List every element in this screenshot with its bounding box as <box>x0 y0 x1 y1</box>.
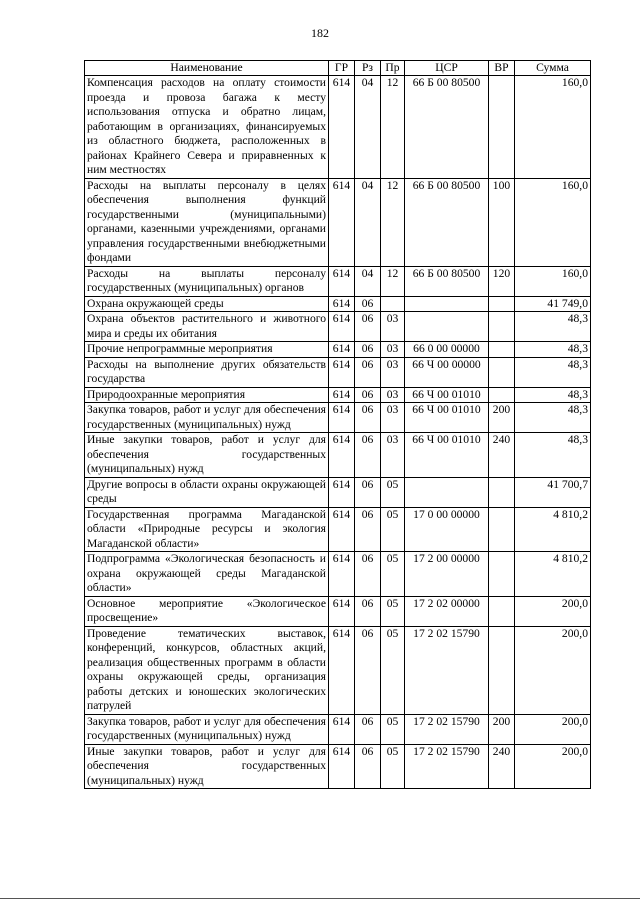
cell-name: Основное мероприятие «Экологическое просвещение» <box>85 596 329 626</box>
cell-name: Иные закупки товаров, работ и услуг для обеспечения государственных (муниципальных) нужд <box>85 744 329 789</box>
cell-sum: 4 810,2 <box>515 552 591 597</box>
cell-vr: 120 <box>489 266 515 296</box>
table-row <box>85 403 591 433</box>
table-row <box>85 626 591 714</box>
cell-rz: 06 <box>355 296 381 312</box>
table-row <box>85 433 591 478</box>
bottom-divider <box>0 898 640 899</box>
header-rz: Рз <box>355 61 381 76</box>
cell-csr <box>405 312 489 342</box>
cell-pr: 05 <box>381 596 405 626</box>
cell-sum: 200,0 <box>515 626 591 714</box>
cell-vr <box>489 296 515 312</box>
cell-vr <box>489 312 515 342</box>
cell-vr <box>489 477 515 507</box>
cell-pr: 12 <box>381 178 405 266</box>
table-row <box>85 387 591 403</box>
cell-name: Охрана окружающей среды <box>85 296 329 312</box>
header-vr: ВР <box>489 61 515 76</box>
cell-rz: 06 <box>355 403 381 433</box>
cell-name: Закупка товаров, работ и услуг для обеспечения государственных (муниципальных) нужд <box>85 714 329 744</box>
cell-gr: 614 <box>329 626 355 714</box>
cell-sum: 200,0 <box>515 714 591 744</box>
cell-sum: 200,0 <box>515 744 591 789</box>
cell-rz: 04 <box>355 266 381 296</box>
cell-pr: 03 <box>381 357 405 387</box>
cell-name: Расходы на выплаты персоналу государственных (муниципальных) органов <box>85 266 329 296</box>
table-header-row <box>85 61 591 76</box>
cell-name: Подпрограмма «Экологическая безопасность и охрана окружающей среды Магаданской области» <box>85 552 329 597</box>
cell-rz: 06 <box>355 312 381 342</box>
cell-pr: 05 <box>381 477 405 507</box>
cell-vr: 100 <box>489 178 515 266</box>
cell-csr: 66 Ч 00 01010 <box>405 387 489 403</box>
cell-sum: 48,3 <box>515 342 591 358</box>
cell-gr: 614 <box>329 342 355 358</box>
table-row <box>85 477 591 507</box>
cell-gr: 614 <box>329 744 355 789</box>
table-row <box>85 507 591 552</box>
cell-csr: 66 Б 00 80500 <box>405 76 489 179</box>
table-row <box>85 296 591 312</box>
cell-pr: 12 <box>381 76 405 179</box>
cell-gr: 614 <box>329 387 355 403</box>
cell-csr: 17 2 02 00000 <box>405 596 489 626</box>
cell-vr <box>489 596 515 626</box>
cell-csr: 66 0 00 00000 <box>405 342 489 358</box>
header-csr: ЦСР <box>405 61 489 76</box>
cell-rz: 06 <box>355 387 381 403</box>
cell-gr: 614 <box>329 403 355 433</box>
cell-name: Природоохранные мероприятия <box>85 387 329 403</box>
cell-vr <box>489 552 515 597</box>
cell-csr: 17 2 02 15790 <box>405 626 489 714</box>
cell-vr <box>489 357 515 387</box>
table-row <box>85 357 591 387</box>
cell-sum: 4 810,2 <box>515 507 591 552</box>
cell-rz: 06 <box>355 507 381 552</box>
cell-rz: 06 <box>355 626 381 714</box>
cell-gr: 614 <box>329 178 355 266</box>
cell-gr: 614 <box>329 433 355 478</box>
table-row <box>85 596 591 626</box>
cell-sum: 48,3 <box>515 357 591 387</box>
cell-vr: 240 <box>489 744 515 789</box>
cell-csr: 17 2 02 15790 <box>405 714 489 744</box>
cell-sum: 48,3 <box>515 433 591 478</box>
cell-pr: 03 <box>381 312 405 342</box>
cell-gr: 614 <box>329 266 355 296</box>
cell-rz: 06 <box>355 342 381 358</box>
cell-pr: 05 <box>381 552 405 597</box>
cell-gr: 614 <box>329 477 355 507</box>
cell-vr <box>489 507 515 552</box>
cell-vr <box>489 387 515 403</box>
cell-name: Иные закупки товаров, работ и услуг для обеспечения государственных (муниципальных) нужд <box>85 433 329 478</box>
header-name: Наименование <box>85 61 329 76</box>
page-number: 182 <box>311 26 329 40</box>
cell-rz: 04 <box>355 76 381 179</box>
cell-csr: 66 Б 00 80500 <box>405 266 489 296</box>
table-row <box>85 178 591 266</box>
cell-name: Компенсация расходов на оплату стоимости проезда и провоза багажа к месту использования отпуска и обратно лицам, работающим в организациях, финансируемых из областного бюджета, расположенных в районах Крайнего Севера и приравненных к ним местностях <box>85 76 329 179</box>
header-sum: Сумма <box>515 61 591 76</box>
cell-vr: 200 <box>489 403 515 433</box>
cell-csr <box>405 477 489 507</box>
header-gr: ГР <box>329 61 355 76</box>
cell-sum: 48,3 <box>515 387 591 403</box>
cell-pr: 03 <box>381 387 405 403</box>
cell-sum: 48,3 <box>515 312 591 342</box>
cell-csr: 66 Ч 00 01010 <box>405 403 489 433</box>
cell-pr: 12 <box>381 266 405 296</box>
table-row <box>85 76 591 179</box>
cell-rz: 06 <box>355 357 381 387</box>
cell-sum: 200,0 <box>515 596 591 626</box>
cell-csr: 66 Ч 00 01010 <box>405 433 489 478</box>
cell-pr <box>381 296 405 312</box>
cell-gr: 614 <box>329 714 355 744</box>
cell-csr: 66 Б 00 80500 <box>405 178 489 266</box>
cell-name: Проведение тематических выставок, конференций, конкурсов, областных акций, реализация общественных программ в области охраны окружающей среды, организация работы детских и юношеских экологических патрулей <box>85 626 329 714</box>
cell-csr <box>405 296 489 312</box>
cell-name: Охрана объектов растительного и животного мира и среды их обитания <box>85 312 329 342</box>
cell-pr: 03 <box>381 433 405 478</box>
table-row <box>85 714 591 744</box>
cell-name: Закупка товаров, работ и услуг для обеспечения государственных (муниципальных) нужд <box>85 403 329 433</box>
cell-gr: 614 <box>329 312 355 342</box>
cell-gr: 614 <box>329 296 355 312</box>
cell-rz: 04 <box>355 178 381 266</box>
cell-rz: 06 <box>355 744 381 789</box>
cell-gr: 614 <box>329 507 355 552</box>
cell-pr: 05 <box>381 744 405 789</box>
cell-gr: 614 <box>329 596 355 626</box>
header-pr: Пр <box>381 61 405 76</box>
table-row <box>85 552 591 597</box>
cell-name: Расходы на выполнение других обязательств государства <box>85 357 329 387</box>
cell-pr: 03 <box>381 403 405 433</box>
table-row <box>85 744 591 789</box>
cell-name: Расходы на выплаты персоналу в целях обеспечения выполнения функций государственными (муниципальными) органами, казенными учреждениями, органами управления государственными внебюджетными фондами <box>85 178 329 266</box>
cell-vr <box>489 76 515 179</box>
cell-vr: 200 <box>489 714 515 744</box>
cell-gr: 614 <box>329 76 355 179</box>
cell-sum: 48,3 <box>515 403 591 433</box>
cell-name: Государственная программа Магаданской области «Природные ресурсы и экология Магаданской области» <box>85 507 329 552</box>
cell-pr: 05 <box>381 714 405 744</box>
cell-gr: 614 <box>329 552 355 597</box>
cell-sum: 160,0 <box>515 266 591 296</box>
cell-csr: 17 2 02 15790 <box>405 744 489 789</box>
cell-name: Другие вопросы в области охраны окружающей среды <box>85 477 329 507</box>
cell-vr <box>489 342 515 358</box>
cell-rz: 06 <box>355 596 381 626</box>
cell-rz: 06 <box>355 433 381 478</box>
budget-table <box>84 60 591 789</box>
table-row <box>85 312 591 342</box>
cell-csr: 66 Ч 00 00000 <box>405 357 489 387</box>
table-row <box>85 266 591 296</box>
cell-rz: 06 <box>355 477 381 507</box>
cell-sum: 160,0 <box>515 178 591 266</box>
cell-rz: 06 <box>355 552 381 597</box>
cell-sum: 160,0 <box>515 76 591 179</box>
cell-pr: 05 <box>381 626 405 714</box>
cell-vr: 240 <box>489 433 515 478</box>
cell-csr: 17 0 00 00000 <box>405 507 489 552</box>
cell-rz: 06 <box>355 714 381 744</box>
cell-pr: 03 <box>381 342 405 358</box>
cell-vr <box>489 626 515 714</box>
cell-pr: 05 <box>381 507 405 552</box>
cell-sum: 41 700,7 <box>515 477 591 507</box>
cell-csr: 17 2 00 00000 <box>405 552 489 597</box>
cell-gr: 614 <box>329 357 355 387</box>
table-row <box>85 342 591 358</box>
cell-sum: 41 749,0 <box>515 296 591 312</box>
cell-name: Прочие непрограммные мероприятия <box>85 342 329 358</box>
